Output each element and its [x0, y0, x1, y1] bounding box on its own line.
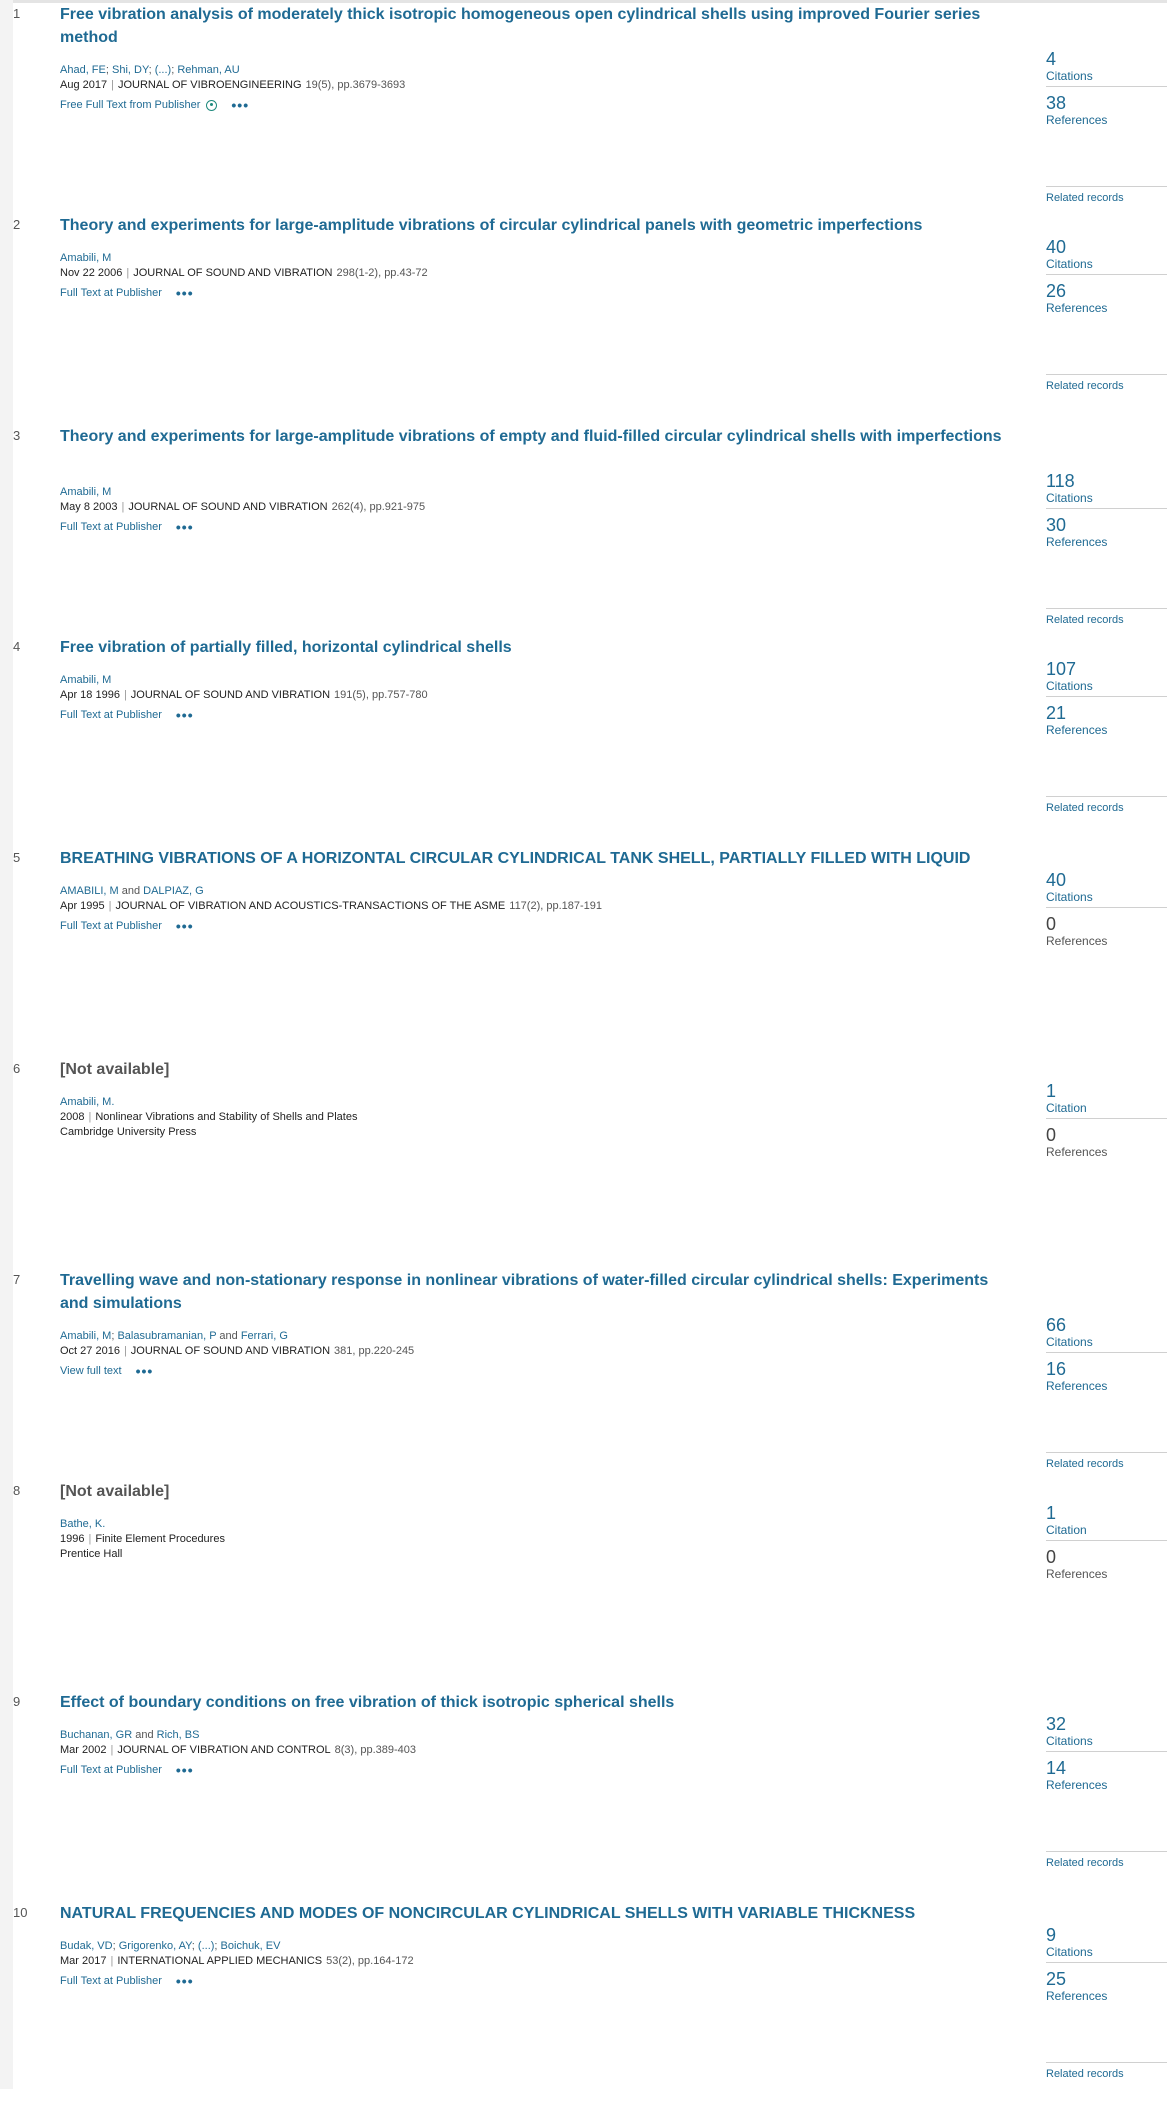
author-separator: ; [191, 1940, 198, 1952]
full-text-link[interactable]: Full Text at Publisher [60, 709, 162, 721]
pub-date: Mar 2017 [60, 1955, 107, 1967]
more-options-icon[interactable]: ••• [175, 1973, 194, 1989]
volume-pages: 53(2), pp.164-172 [326, 1955, 414, 1967]
record-metrics [1046, 1925, 1167, 2003]
author-link[interactable]: Amabili, M [60, 1330, 112, 1342]
reference-label[interactable]: References [1046, 1379, 1108, 1393]
related-records [1046, 1851, 1167, 1869]
record-source [60, 78, 1010, 93]
metrics-divider [1046, 1751, 1167, 1752]
more-options-icon[interactable]: ••• [135, 1363, 154, 1379]
citation-count[interactable]: 40 [1046, 237, 1067, 257]
record-metrics [1046, 237, 1167, 315]
full-text-row [60, 709, 194, 721]
publisher-name: Cambridge University Press [60, 1126, 197, 1138]
pub-separator: | [111, 79, 114, 91]
related-divider [1046, 1851, 1167, 1852]
reference-count[interactable]: 30 [1046, 515, 1067, 535]
pub-date: 1996 [60, 1533, 85, 1545]
record-source [60, 688, 1010, 703]
metrics-divider [1046, 907, 1167, 908]
open-access-icon [206, 100, 217, 111]
journal-name: JOURNAL OF SOUND AND VIBRATION [130, 1345, 331, 1357]
record-title[interactable]: BREATHING VIBRATIONS OF A HORIZONTAL CIRCULAR CYLINDRICAL TANK SHELL, PARTIALLY FILLED WITH LIQUID [60, 850, 971, 867]
journal-name: Nonlinear Vibrations and Stability of Shells and Plates [95, 1111, 358, 1123]
author-link[interactable]: Balasubramanian, P [117, 1330, 217, 1342]
reference-count[interactable]: 14 [1046, 1758, 1067, 1778]
record-title: [Not available] [60, 1483, 170, 1500]
author-separator: ; [112, 1940, 119, 1952]
author-separator: and [132, 1729, 157, 1741]
pub-separator: | [121, 501, 125, 513]
record-item [0, 633, 1167, 844]
metrics-divider [1046, 1962, 1167, 1963]
citation-label[interactable]: Citations [1046, 257, 1093, 271]
related-divider [1046, 374, 1167, 375]
pub-separator: | [108, 900, 112, 912]
journal-name: INTERNATIONAL APPLIED MECHANICS [117, 1955, 323, 1967]
metrics-divider [1046, 274, 1167, 275]
related-records [1046, 1452, 1167, 1470]
record-authors [60, 251, 1010, 266]
reference-label[interactable]: References [1046, 301, 1108, 315]
author-separator: ; [214, 1940, 221, 1952]
author-link[interactable]: Amabili, M. [60, 1096, 115, 1108]
pub-date: May 8 2003 [60, 501, 118, 513]
full-text-link[interactable]: Full Text at Publisher [60, 1764, 162, 1776]
full-text-link[interactable]: Full Text at Publisher [60, 1975, 162, 1987]
reference-label: References [1046, 934, 1108, 948]
record-number: 7 [13, 1272, 21, 1287]
pub-date: Nov 22 2006 [60, 267, 123, 279]
citation-label[interactable]: Citations [1046, 491, 1093, 505]
reference-label[interactable]: References [1046, 113, 1108, 127]
citation-count[interactable]: 4 [1046, 49, 1057, 69]
related-divider [1046, 2062, 1167, 2063]
reference-label[interactable]: References [1046, 723, 1108, 737]
citation-label[interactable]: Citations [1046, 1335, 1093, 1349]
reference-label: References [1046, 1567, 1108, 1581]
author-link[interactable]: DALPIAZ, G [143, 885, 204, 897]
pub-separator: | [123, 1345, 127, 1357]
reference-count: 0 [1046, 1125, 1057, 1145]
related-records-link[interactable]: Related records [1046, 192, 1124, 204]
pub-separator: | [126, 267, 130, 279]
reference-label: References [1046, 1145, 1108, 1159]
record-number: 2 [13, 217, 21, 232]
record-title: [Not available] [60, 1061, 170, 1078]
more-options-icon[interactable]: ••• [175, 918, 194, 934]
record-number: 3 [13, 428, 21, 443]
record-item [0, 1055, 1167, 1266]
pub-separator: | [123, 689, 127, 701]
metrics-divider [1046, 1540, 1167, 1541]
record-number: 6 [13, 1061, 21, 1076]
citation-label[interactable]: Citations [1046, 679, 1093, 693]
pub-separator: | [88, 1533, 92, 1545]
record-title[interactable]: Theory and experiments for large-amplitude vibrations of circular cylindrical panels with geometric imperfections [60, 217, 923, 234]
full-text-row [60, 1975, 194, 1987]
record-number: 1 [13, 6, 21, 21]
more-options-icon[interactable]: ••• [175, 519, 194, 535]
related-records [1046, 796, 1167, 814]
author-separator: ; [105, 64, 112, 76]
citation-count[interactable]: 66 [1046, 1315, 1067, 1335]
record-source [60, 500, 1010, 515]
citation-count[interactable]: 118 [1046, 471, 1075, 491]
journal-name: JOURNAL OF VIBROENGINEERING [117, 79, 302, 91]
reference-count[interactable]: 38 [1046, 93, 1067, 113]
reference-label[interactable]: References [1046, 1778, 1108, 1792]
record-source [60, 1532, 1010, 1547]
related-records-link[interactable]: Related records [1046, 614, 1124, 626]
record-metrics [1046, 659, 1167, 737]
record-metrics [1046, 1503, 1167, 1581]
citation-count[interactable]: 32 [1046, 1714, 1067, 1734]
related-divider [1046, 608, 1167, 609]
record-metrics [1046, 471, 1167, 549]
more-options-icon[interactable]: ••• [175, 1762, 194, 1778]
author-separator: and [118, 885, 144, 897]
record-item [0, 1266, 1167, 1477]
record-metrics [1046, 49, 1167, 127]
record-source [60, 1743, 1010, 1758]
record-title[interactable]: Free vibration analysis of moderately thick isotropic homogeneous open cylindrical shells using improved Fourier series method [60, 6, 981, 46]
full-text-link[interactable]: Full Text at Publisher [60, 920, 162, 932]
citation-count[interactable]: 9 [1046, 1925, 1057, 1945]
citation-count[interactable]: 1 [1046, 1081, 1057, 1101]
related-divider [1046, 796, 1167, 797]
reference-count[interactable]: 26 [1046, 281, 1067, 301]
author-separator: ; [111, 1330, 118, 1342]
pub-separator: | [110, 1744, 114, 1756]
full-text-row [60, 1365, 153, 1377]
record-number: 10 [13, 1905, 28, 1920]
full-text-row [60, 1764, 194, 1776]
author-link[interactable]: Shi, DY [111, 64, 149, 76]
citation-count[interactable]: 40 [1046, 870, 1067, 890]
related-records-link[interactable]: Related records [1046, 1458, 1124, 1470]
record-title[interactable]: Effect of boundary conditions on free vibration of thick isotropic spherical shells [60, 1694, 675, 1711]
author-link[interactable]: AMABILI, M [60, 885, 119, 897]
record-authors [60, 1329, 1010, 1344]
citation-count[interactable]: 107 [1046, 659, 1077, 679]
full-text-row [60, 99, 249, 111]
author-link[interactable]: Amabili, M [60, 486, 112, 498]
volume-pages: 298(1-2), pp.43-72 [336, 267, 428, 279]
author-link[interactable]: Bathe, K. [60, 1518, 106, 1530]
record-metrics [1046, 1081, 1167, 1159]
record-authors [60, 63, 1010, 78]
record-authors [60, 884, 1010, 899]
more-options-icon[interactable]: ••• [175, 707, 194, 723]
record-item [0, 422, 1167, 633]
full-text-link[interactable]: Full Text at Publisher [60, 521, 162, 533]
record-source [60, 1110, 1010, 1125]
record-source [60, 1344, 1010, 1359]
related-records [1046, 2062, 1167, 2080]
citation-label[interactable]: Citations [1046, 69, 1093, 83]
full-text-row [60, 287, 194, 299]
related-divider [1046, 186, 1167, 187]
publisher-name: Prentice Hall [60, 1548, 123, 1560]
citation-label[interactable]: Citation [1046, 1101, 1087, 1115]
reference-count[interactable]: 25 [1046, 1969, 1067, 1989]
metrics-divider [1046, 508, 1167, 509]
author-separator: ; [148, 64, 155, 76]
record-source [60, 1954, 1010, 1969]
author-link[interactable]: Boichuk, EV [220, 1940, 281, 1952]
pub-date: 2008 [60, 1111, 85, 1123]
pub-date: Apr 18 1996 [60, 689, 120, 701]
volume-pages: 262(4), pp.921-975 [331, 501, 426, 513]
journal-name: JOURNAL OF SOUND AND VIBRATION [128, 501, 328, 513]
full-text-row [60, 920, 194, 932]
record-metrics [1046, 1315, 1167, 1393]
record-item [0, 1477, 1167, 1688]
reference-label[interactable]: References [1046, 1989, 1108, 2003]
metrics-divider [1046, 86, 1167, 87]
related-records-link[interactable]: Related records [1046, 1857, 1124, 1869]
metrics-divider [1046, 1352, 1167, 1353]
record-title[interactable]: NATURAL FREQUENCIES AND MODES OF NONCIRCULAR CYLINDRICAL SHELLS WITH VARIABLE THICKNESS [60, 1905, 916, 1922]
pub-separator: | [88, 1111, 92, 1123]
author-link[interactable]: Ahad, FE [60, 64, 106, 76]
author-link[interactable]: Ferrari, G [240, 1330, 288, 1342]
related-divider [1046, 1452, 1167, 1453]
journal-name: JOURNAL OF SOUND AND VIBRATION [130, 689, 331, 701]
pub-separator: | [110, 1955, 114, 1967]
record-number: 4 [13, 639, 21, 654]
citation-label[interactable]: Citations [1046, 890, 1093, 904]
journal-name: JOURNAL OF VIBRATION AND CONTROL [117, 1744, 331, 1756]
record-metrics [1046, 870, 1167, 948]
record-title[interactable]: Travelling wave and non-stationary response in nonlinear vibrations of water-filled circular cylindrical shells: Experiments and simulations [60, 1272, 989, 1312]
record-authors [60, 485, 1010, 500]
record-metrics [1046, 1714, 1167, 1792]
record-authors [60, 1728, 1010, 1743]
record-title[interactable]: Free vibration of partially filled, horizontal cylindrical shells [60, 639, 512, 656]
record-number: 5 [13, 850, 21, 865]
citation-label[interactable]: Citation [1046, 1523, 1087, 1537]
authors-ellipsis[interactable]: (...) [154, 64, 172, 76]
more-options-icon[interactable]: ••• [231, 97, 250, 113]
pub-date: Apr 1995 [60, 900, 105, 912]
author-link[interactable]: Budak, VD [60, 1940, 113, 1952]
volume-pages: 8(3), pp.389-403 [334, 1744, 416, 1756]
record-title[interactable]: Theory and experiments for large-amplitude vibrations of empty and fluid-filled circular cylindrical shells with imperfections [60, 428, 1002, 445]
reference-count: 0 [1046, 1547, 1057, 1567]
author-separator: ; [171, 64, 178, 76]
record-source [60, 899, 1010, 914]
metrics-divider [1046, 1118, 1167, 1119]
pub-date: Mar 2002 [60, 1744, 107, 1756]
volume-pages: 19(5), pp.3679-3693 [305, 79, 406, 91]
full-text-link[interactable]: Full Text at Publisher [60, 287, 162, 299]
reference-count: 0 [1046, 914, 1057, 934]
author-link[interactable]: Amabili, M [60, 252, 112, 264]
author-link[interactable]: Rich, BS [156, 1729, 200, 1741]
pub-date: Aug 2017 [60, 79, 108, 91]
full-text-link[interactable]: Free Full Text from Publisher [60, 99, 201, 111]
pub-date: Oct 27 2016 [60, 1345, 120, 1357]
full-text-link[interactable]: View full text [60, 1365, 122, 1377]
author-separator: and [216, 1330, 241, 1342]
record-number: 9 [13, 1694, 21, 1709]
reference-count[interactable]: 21 [1046, 703, 1067, 723]
citation-label[interactable]: Citations [1046, 1734, 1093, 1748]
record-source [60, 266, 1010, 281]
author-link[interactable]: Grigorenko, AY [118, 1940, 192, 1952]
journal-name: Finite Element Procedures [95, 1533, 225, 1545]
record-item [0, 1688, 1167, 1899]
record-authors [60, 1095, 1010, 1110]
journal-name: JOURNAL OF SOUND AND VIBRATION [133, 267, 333, 279]
journal-name: JOURNAL OF VIBRATION AND ACOUSTICS-TRANSACTIONS OF THE ASME [115, 900, 506, 912]
related-records [1046, 186, 1167, 204]
volume-pages: 191(5), pp.757-780 [334, 689, 428, 701]
record-authors [60, 673, 1010, 688]
author-link[interactable]: Rehman, AU [177, 64, 240, 76]
record-authors [60, 1939, 1010, 1954]
related-records-link[interactable]: Related records [1046, 2068, 1124, 2080]
authors-ellipsis[interactable]: (...) [197, 1940, 215, 1952]
related-records [1046, 608, 1167, 626]
related-records-link[interactable]: Related records [1046, 380, 1124, 392]
record-item [0, 211, 1167, 422]
citation-label[interactable]: Citations [1046, 1945, 1093, 1959]
metrics-divider [1046, 696, 1167, 697]
record-item [0, 0, 1167, 211]
record-item [0, 1899, 1167, 2110]
related-records-link[interactable]: Related records [1046, 802, 1124, 814]
reference-label[interactable]: References [1046, 535, 1108, 549]
reference-count[interactable]: 16 [1046, 1359, 1067, 1379]
record-authors [60, 1517, 1010, 1532]
volume-pages: 117(2), pp.187-191 [509, 900, 603, 912]
related-records [1046, 374, 1167, 392]
full-text-row [60, 521, 194, 533]
citation-count[interactable]: 1 [1046, 1503, 1057, 1523]
record-item [0, 844, 1167, 1055]
more-options-icon[interactable]: ••• [175, 285, 194, 301]
volume-pages: 381, pp.220-245 [334, 1345, 415, 1357]
author-link[interactable]: Amabili, M [60, 674, 112, 686]
record-number: 8 [13, 1483, 21, 1498]
author-link[interactable]: Buchanan, GR [60, 1729, 133, 1741]
